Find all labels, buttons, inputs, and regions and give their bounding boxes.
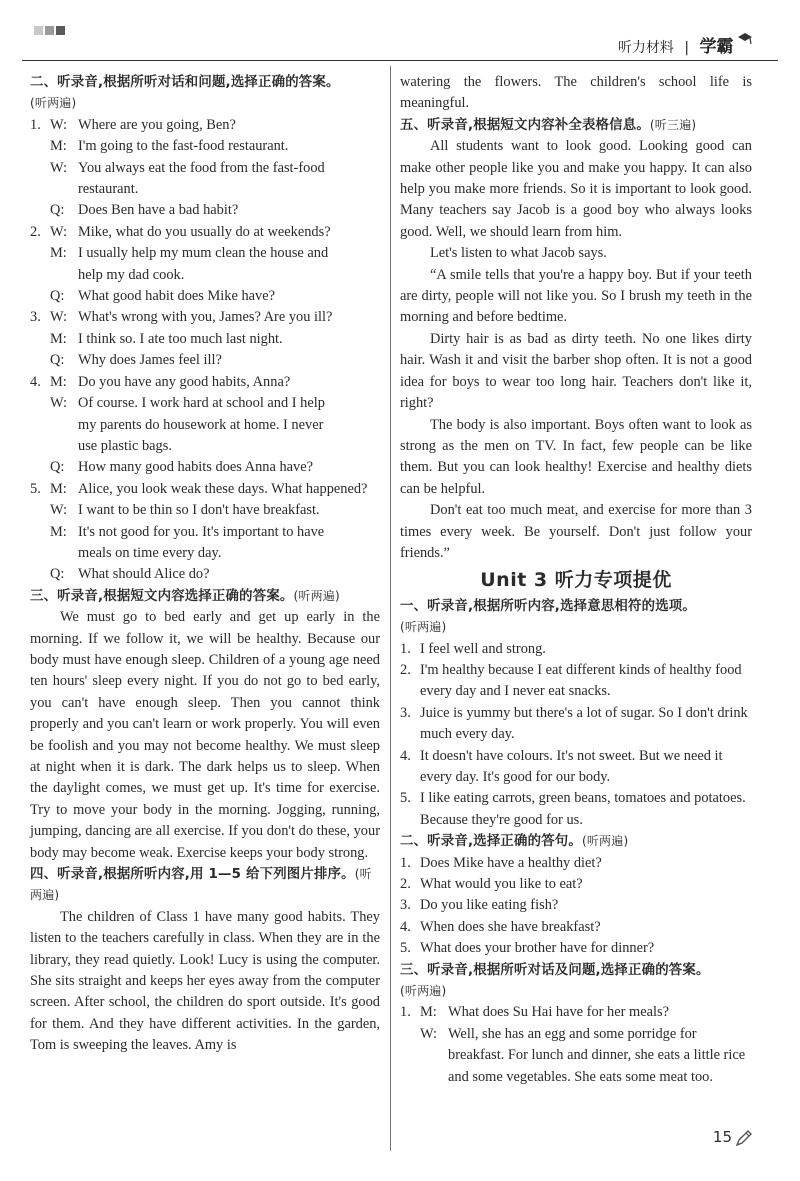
- dialog-text: I want to be thin so I don't have breakfast.: [78, 502, 320, 519]
- dialog-line: [30, 522, 380, 543]
- dialog-item: [30, 479, 380, 586]
- dialog-text: What good habit does Mike have?: [78, 288, 276, 305]
- item-number: 5.: [400, 940, 411, 957]
- passage-paragraph: Don't eat too much meat, and exercise for more than 3 times every week. Be yourself. Don't just follow your friends.”: [400, 502, 752, 561]
- left-column: [30, 72, 380, 1057]
- dialog-text: Does Ben have a bad habit?: [78, 202, 239, 219]
- list-item: [400, 917, 752, 938]
- dialog-text: What does Su Hai have for her meals?: [448, 1004, 669, 1021]
- list-item: [400, 938, 752, 959]
- pencil-icon: [734, 1128, 754, 1148]
- passage-paragraph: The body is also important. Boys often want to look as strong as the men on TV. In fact, few people can be like them. But you can look healthy! Exercise and healthy diets can be helpful.: [400, 416, 752, 497]
- unit-section-2-title-text: 二、听录音,选择正确的答句。: [400, 834, 582, 850]
- unit-section-3-note: (听两遍): [400, 984, 447, 999]
- dialog-text: I'm going to the fast-food restaurant.: [78, 138, 289, 155]
- list-item: [400, 660, 752, 703]
- dialog-text: I usually help my mum clean the house and: [78, 245, 329, 262]
- item-text: Does Mike have a healthy diet?: [420, 854, 602, 871]
- dialog-number: 1.: [400, 1004, 411, 1021]
- speaker-label: W:: [50, 116, 68, 133]
- dialog-item: [30, 372, 380, 479]
- header-section-label: 听力材料: [617, 40, 674, 56]
- item-number: 5.: [400, 790, 411, 807]
- list-item: [400, 874, 752, 895]
- passage-paragraph: Dirty hair is as bad as dirty teeth. No one likes dirty hair. Wash it and visit the barber shop often. It is not a good idea for boys to wear too long hair. Teachers don't like it, right?: [400, 330, 752, 412]
- dialog-text: Why does James feel ill?: [78, 352, 222, 369]
- header-rule: [22, 60, 778, 61]
- dialog-text: restaurant.: [78, 181, 139, 198]
- dialog-line: [30, 179, 380, 200]
- section-2-note: (听两遍): [30, 96, 77, 111]
- speaker-label: M:: [50, 330, 67, 347]
- unit-section-2-list: [400, 853, 752, 960]
- column-divider: [390, 66, 391, 1151]
- dialog-line: [30, 265, 380, 286]
- dialog-text: my parents do housework at home. I never: [78, 416, 324, 433]
- item-text: I'm healthy because I eat different kinds of healthy food every day and I never eat snacks.: [420, 661, 742, 700]
- speaker-label: M:: [50, 373, 67, 390]
- dialog-line: [400, 1024, 752, 1088]
- item-number: 3.: [400, 704, 411, 721]
- speaker-label: W:: [50, 502, 68, 519]
- speaker-label: W:: [50, 309, 68, 326]
- dialog-line: [30, 543, 380, 564]
- dialog-text: What's wrong with you, James? Are you ill?: [78, 309, 333, 326]
- dialog-line: [30, 200, 380, 221]
- item-text: Do you like eating fish?: [420, 897, 559, 914]
- unit-section-2-note: (听两遍): [581, 834, 629, 849]
- item-number: 4.: [400, 747, 411, 764]
- dialog-number: 1.: [30, 116, 41, 133]
- section-3-title: [30, 586, 380, 607]
- graduation-cap-icon: [736, 32, 754, 46]
- unit-section-2-title: [400, 831, 752, 852]
- dialog-item: [30, 307, 380, 371]
- unit-section-1-note: (听两遍): [400, 620, 447, 635]
- speaker-label: W:: [50, 159, 68, 176]
- header-title: 听力材料 | 学霸: [618, 32, 754, 57]
- dialog-text: What should Alice do?: [78, 566, 210, 583]
- item-number: 2.: [400, 661, 411, 678]
- dialog-number: 3.: [30, 309, 41, 326]
- page-number: 15: [712, 1128, 732, 1146]
- dialog-text: meals on time every day.: [78, 544, 222, 561]
- item-text: What would you like to eat?: [420, 876, 583, 893]
- dialog-line: [400, 1002, 752, 1023]
- section-5-title: [400, 115, 752, 136]
- dialog-line: [30, 115, 380, 136]
- dialog-line: [30, 457, 380, 478]
- dialog-number: 5.: [30, 480, 41, 497]
- dialog-number: 2.: [30, 223, 41, 240]
- item-number: 4.: [400, 918, 411, 935]
- dialog-line: [30, 158, 380, 179]
- item-text: I like eating carrots, green beans, tomatoes and potatoes. Because they're good for us.: [420, 790, 746, 828]
- item-number: 1.: [400, 854, 411, 871]
- passage-paragraph: Let's listen to what Jacob says.: [430, 245, 607, 262]
- dialog-line: [30, 372, 380, 393]
- dialog-text: You always eat the food from the fast-food: [78, 159, 325, 176]
- item-text: It doesn't have colours. It's not sweet. But we need it every day. It's good for our body.: [420, 747, 723, 785]
- section-2-title-text: 二、听录音,根据所听对话和问题,选择正确的答案。: [30, 75, 340, 90]
- unit-section-3-title: [400, 960, 752, 1003]
- unit-section-1-title-text: 一、听录音,根据所听内容,选择意思相符的选项。: [400, 598, 696, 614]
- dialog-line: [30, 500, 380, 521]
- section-4-passage: The children of Class 1 have many good habits. They listen to the teachers carefully in class. When they are in the library, they read quietly. Look! Lucy is using the computer. She sits straight and keeps her eyes away from the computer screen. After school, the children do sport outside. It's good for them. And they have different activities. In the garden, Tom is sweeping the leaves. Amy is: [30, 908, 380, 1054]
- unit-section-1-title: [400, 596, 752, 639]
- speaker-label: Q:: [50, 566, 65, 583]
- list-item: [400, 853, 752, 874]
- section-3-note: (听两遍): [293, 588, 340, 603]
- item-text: Juice is yummy but there's a lot of sugar. So I don't drink much every day.: [420, 704, 748, 743]
- dialog-line: [30, 564, 380, 585]
- dialog-line: [30, 243, 380, 264]
- dialog-line: [30, 222, 380, 243]
- section-3-passage: We must go to bed early and get up early in the morning. If we follow it, we will be healthy. Because our body must have enough sleep. Children of a young age need ten hours' sleep every night. If you do not go to bed early, you can't have enough sleep. Then you cannot think properly and you can't learn or work properly. You will even be foolish and you may not become healthy. We must sleep at night when it is dark. The dark helps us to sleep. When the daylight comes, we must get up. It's time for exercise. Try to move your body in the morning. Jogging, running, jumping, dancing are all exercise. If you don't do these, your body may become weak. Exercise keeps your body strong.: [30, 609, 380, 861]
- dialog-number: 4.: [30, 373, 41, 390]
- dialog-line: [30, 415, 380, 436]
- speaker-label: Q:: [50, 459, 65, 476]
- dialog-line: [30, 286, 380, 307]
- item-number: 3.: [400, 897, 411, 914]
- section-4-passage-continued: watering the flowers. The children's school life is meaningful.: [400, 74, 752, 112]
- header-decoration: [34, 22, 67, 40]
- dialog-text: help my dad cook.: [78, 266, 185, 283]
- page-header: [0, 0, 800, 60]
- list-item: [400, 639, 752, 660]
- list-item: [400, 788, 752, 831]
- speaker-label: M:: [420, 1004, 437, 1021]
- speaker-label: W:: [50, 223, 68, 240]
- dialog-text: Well, she has an egg and some porridge for breakfast. For lunch and dinner, she eats a little rice and some vegetables. She eats some meat too.: [448, 1025, 746, 1085]
- speaker-label: W:: [420, 1025, 438, 1042]
- list-item: [400, 703, 752, 746]
- passage-paragraph: All students want to look good. Looking good can make other people like you and make you happy. It can also help you make more friends. So it is important to look good. Many teachers say Jacob is a good boy who always looks good. Well, we should learn from him.: [400, 138, 752, 240]
- right-column: [400, 72, 752, 1088]
- dialog-line: [30, 136, 380, 157]
- dialog-text: How many good habits does Anna have?: [78, 459, 313, 476]
- dialog-line: [30, 329, 380, 350]
- dialog-text: It's not good for you. It's important to have: [78, 523, 325, 540]
- speaker-label: M:: [50, 523, 67, 540]
- item-number: 2.: [400, 876, 411, 893]
- dialog-list: [30, 115, 380, 586]
- dialog-line: [30, 350, 380, 371]
- section-4-note: (听两遍): [30, 867, 372, 903]
- unit-section-3-dialog: [400, 1002, 752, 1088]
- unit-section-1-list: [400, 639, 752, 832]
- list-item: [400, 895, 752, 916]
- dialog-item: [30, 222, 380, 308]
- unit-title: Unit 3 听力专项提优: [480, 569, 672, 592]
- dialog-text: I think so. I ate too much last night.: [78, 330, 283, 347]
- unit-section-3-title-text: 三、听录音,根据所听对话及问题,选择正确的答案。: [400, 962, 710, 978]
- dialog-text: use plastic bags.: [78, 437, 172, 454]
- speaker-label: Q:: [50, 352, 65, 369]
- dialog-text: Do you have any good habits, Anna?: [78, 373, 291, 390]
- item-number: 1.: [400, 640, 411, 657]
- speaker-label: Q:: [50, 202, 65, 219]
- dialog-text: Alice, you look weak these days. What happened?: [78, 480, 368, 497]
- speaker-label: M:: [50, 480, 67, 497]
- speaker-label: M:: [50, 245, 67, 262]
- section-3-title-text: 三、听录音,根据短文内容选择正确的答案。: [30, 588, 294, 604]
- dialog-line: [30, 393, 380, 414]
- dialog-text: Of course. I work hard at school and I help: [78, 395, 325, 412]
- section-4-title: [30, 864, 380, 907]
- list-item: [400, 746, 752, 789]
- speaker-label: M:: [50, 138, 67, 155]
- section-5-passage: [400, 136, 752, 564]
- item-text: I feel well and strong.: [420, 640, 546, 657]
- speaker-label: W:: [50, 395, 68, 412]
- section-2-title: [30, 72, 380, 115]
- dialog-line: [30, 307, 380, 328]
- item-text: When does she have breakfast?: [420, 918, 601, 935]
- brand-logo-text: 学霸: [699, 37, 734, 57]
- section-4-title-text: 四、听录音,根据所听内容,用 1—5 给下列图片排序。: [30, 867, 355, 883]
- speaker-label: Q:: [50, 288, 65, 305]
- dialog-line: [30, 479, 380, 500]
- dialog-text: Mike, what do you usually do at weekends?: [78, 223, 331, 240]
- dialog-text: Where are you going, Ben?: [78, 116, 236, 133]
- dialog-item: [30, 115, 380, 222]
- dialog-line: [30, 436, 380, 457]
- section-5-title-text: 五、听录音,根据短文内容补全表格信息。: [400, 117, 650, 133]
- item-text: What does your brother have for dinner?: [420, 940, 655, 957]
- section-5-note: (听三遍): [649, 117, 697, 132]
- passage-paragraph: “A smile tells that you're a happy boy. But if your teeth are dirty, people will not like you. So I brush my teeth in the morning and before bedtime.: [400, 266, 752, 326]
